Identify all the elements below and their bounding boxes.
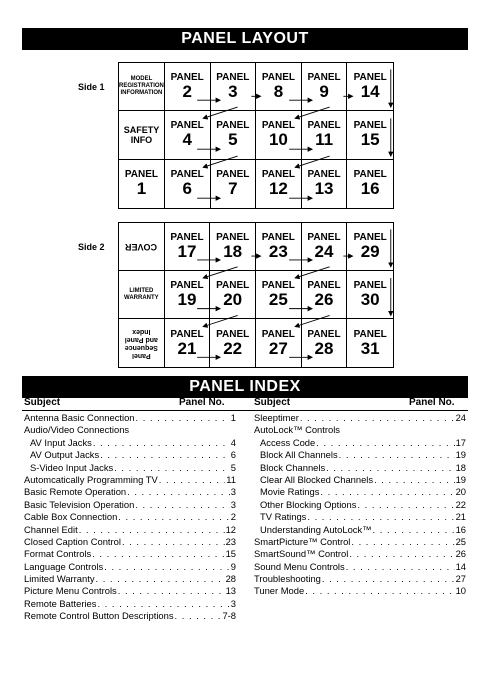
panel-6-cell (165, 160, 211, 208)
dot-leader (316, 437, 454, 449)
panel-word: PANEL (353, 328, 387, 340)
panel-number: 10 (268, 130, 288, 150)
index-entry (24, 486, 236, 498)
panel-word: PANEL (170, 328, 204, 340)
cover-panel-text: COVER (125, 241, 158, 252)
right-subject-header: Subject (254, 397, 291, 408)
panel-28-cell (302, 319, 348, 367)
panel-number: 18 (223, 242, 243, 261)
index-entry-subject: TV Ratings (260, 511, 307, 523)
index-entry (254, 499, 466, 511)
index-entry (24, 449, 236, 461)
index-entry-subject: Clear All Blocked Channels (260, 473, 374, 485)
dot-leader (373, 524, 455, 536)
left-subject-header: Subject (24, 397, 61, 408)
panel-13-cell (302, 160, 348, 208)
panel-word: PANEL (261, 169, 296, 181)
index-entry (24, 598, 236, 610)
panel-word: PANEL (216, 72, 250, 84)
index-entry-subject: Block All Channels (260, 449, 338, 461)
index-entry-subject: Block Channels (260, 461, 326, 473)
index-entry-panel-number: 5 (230, 461, 236, 473)
panel-22-cell (210, 319, 256, 367)
panel-word: PANEL (261, 280, 295, 291)
index-entry-panel-number: 3 (230, 486, 236, 498)
index-entry (254, 536, 466, 548)
index-entry-subject: Audio/Video Connections (24, 424, 130, 436)
index-entry (254, 437, 466, 449)
panel-number: 24 (314, 242, 334, 261)
side-2-label: Side 2 (78, 242, 105, 252)
panel-5-cell (211, 111, 257, 159)
panel-29-cell (347, 223, 393, 271)
index-entry-subject: Channel Edit (24, 523, 78, 535)
panel-number: 16 (360, 179, 380, 199)
dot-leader (326, 462, 454, 474)
dot-leader (300, 412, 455, 424)
index-entry-panel-number: 25 (455, 535, 466, 547)
index-entry-subject: Antenna Basic Connection (24, 412, 135, 423)
dot-leader (135, 499, 229, 511)
index-entry-panel-number: 13 (225, 585, 236, 597)
panel-number: 19 (177, 290, 197, 309)
dot-leader (320, 486, 454, 498)
index-header-rule (22, 410, 468, 411)
index-entry-panel-number: 20 (455, 486, 466, 498)
panel-14-cell (347, 63, 393, 111)
panel-word: PANEL (307, 169, 341, 181)
panel-9-cell (302, 63, 348, 111)
right-panel-no-header: Panel No. (409, 397, 455, 408)
index-entry-panel-number: 28 (225, 573, 236, 585)
index-entry (24, 548, 236, 560)
index-entry-panel-number: 7-8 (222, 610, 236, 622)
dot-leader (351, 536, 454, 548)
index-entry-subject: Format Controls (24, 548, 92, 560)
index-entry-subject: Remote Control Button Descriptions (24, 610, 174, 622)
warranty-panel-cell (119, 271, 165, 319)
index-entry-panel-number: 14 (455, 560, 466, 572)
dot-leader (136, 412, 230, 424)
panel-number: 20 (223, 290, 243, 309)
index-entry (24, 585, 236, 597)
dot-leader (118, 511, 229, 523)
side-1-label: Side 1 (78, 82, 105, 92)
index-entry-panel-number: 19 (455, 473, 466, 485)
panel-number: 15 (360, 130, 380, 150)
index-entry-subject: SmartPicture™ Control (254, 535, 351, 547)
dot-leader (307, 511, 454, 523)
dot-leader (357, 499, 454, 511)
panel-3-cell (211, 63, 257, 111)
panel-16-cell (347, 160, 393, 208)
panel-number: 17 (177, 242, 197, 261)
panel-number: 30 (360, 290, 380, 309)
dot-leader (93, 437, 230, 449)
index-entry-subject: Movie Ratings (260, 486, 320, 498)
index-entry-subject: Limited Warranty (24, 573, 95, 585)
panel-number: 6 (182, 179, 192, 199)
dot-leader (100, 449, 230, 461)
sequence-index-panel-text: Panel Sequence and Panel Index (124, 328, 158, 359)
index-entry-subject: Basic Television Operation (24, 498, 135, 510)
index-entry (24, 437, 236, 449)
panel-21-cell (165, 319, 211, 367)
panel-number: 1 (136, 179, 147, 199)
panel-12-cell (256, 160, 302, 208)
index-entry-panel-number: 3 (230, 597, 236, 609)
panel-number: 27 (268, 338, 288, 358)
index-entry-subject: S-Video Input Jacks (30, 461, 114, 473)
dot-leader (104, 561, 230, 573)
index-entry (254, 449, 466, 461)
panel-layout-title: PANEL LAYOUT (22, 28, 468, 50)
panel-number: 9 (319, 82, 329, 102)
panel-word: PANEL (261, 232, 295, 243)
index-entry-subject: Sleeptimer (254, 412, 299, 423)
panel-word: PANEL (216, 328, 250, 340)
index-entry-panel-number: 26 (455, 548, 466, 560)
index-entry-subject: Tuner Mode (254, 585, 305, 597)
panel-number: 5 (228, 130, 238, 150)
index-entry-panel-number: 16 (455, 523, 466, 535)
index-entry-subject: AV Input Jacks (30, 436, 92, 448)
panel-19-cell (165, 271, 211, 319)
panel-index-title: PANEL INDEX (22, 376, 468, 398)
dot-leader (305, 585, 454, 597)
panel-26-cell (302, 271, 348, 319)
index-entry-panel-number: 4 (230, 436, 236, 448)
info-panel-text: SAFETY INFO (123, 124, 160, 145)
dot-leader (374, 474, 454, 486)
index-entry-panel-number: 15 (225, 548, 236, 560)
dot-leader (79, 524, 225, 536)
panel-number: 22 (223, 338, 243, 358)
index-entry-panel-number: 6 (230, 449, 236, 461)
panel-number: 25 (268, 290, 288, 309)
side-1-panel-grid (118, 62, 394, 209)
index-entry-panel-number: 18 (455, 461, 466, 473)
index-entry-subject: Language Controls (24, 560, 104, 572)
index-entry (24, 462, 236, 474)
panel-word: PANEL (307, 120, 341, 132)
index-entry-panel-number: 19 (455, 449, 466, 461)
panel-word: PANEL (216, 169, 250, 181)
index-entry-subject: Troubleshooting (254, 573, 321, 585)
index-entry-panel-number: 9 (230, 560, 236, 572)
panel-word: PANEL (216, 280, 250, 291)
panel-word: PANEL (353, 72, 387, 84)
panel-number: 11 (315, 130, 334, 150)
index-entry-panel-number: 1 (230, 412, 236, 423)
index-entry (24, 536, 236, 548)
panel-word: PANEL (307, 328, 341, 340)
panel-8-cell (256, 63, 302, 111)
info-panel-text: MODEL REGISTRATION INFORMATION (119, 76, 164, 97)
dot-leader (175, 610, 222, 622)
panel-word: PANEL (307, 280, 341, 291)
panel-number: 13 (314, 179, 334, 199)
index-entry-panel-number: 17 (455, 436, 466, 448)
panel-word: PANEL (261, 328, 295, 340)
dot-leader (114, 462, 230, 474)
panel-4-cell (165, 111, 211, 159)
dot-leader (127, 486, 230, 498)
index-entry (24, 499, 236, 511)
index-entry-subject: Picture Menu Controls (24, 585, 117, 597)
index-entry-subject: Other Blocking Options (260, 498, 357, 510)
left-panel-no-header: Panel No. (179, 397, 225, 408)
panel-word: PANEL (124, 169, 159, 181)
index-entry (24, 424, 236, 436)
panel-27-cell (256, 319, 302, 367)
index-entry-subject: Understanding AutoLock™ (260, 523, 372, 535)
index-entry-subject: Closed Caption Control (24, 535, 121, 547)
panel-2-cell (165, 63, 211, 111)
index-entry (24, 610, 236, 622)
index-entry-panel-number: 22 (455, 498, 466, 510)
panel-1-cell (119, 160, 165, 208)
dot-leader (349, 548, 454, 560)
index-entry (254, 561, 466, 573)
panel-word: PANEL (353, 232, 387, 243)
info-panel-cell (119, 111, 165, 159)
panel-word: PANEL (170, 232, 204, 243)
index-entry (254, 548, 466, 560)
index-entry (24, 412, 236, 424)
panel-20-cell (210, 271, 256, 319)
info-panel-cell (119, 63, 165, 111)
side-2-panel-grid (118, 222, 394, 368)
index-entry (24, 524, 236, 536)
index-entry (254, 412, 466, 424)
panel-number: 3 (228, 82, 238, 102)
index-entry-panel-number: 3 (230, 498, 236, 510)
panel-word: PANEL (170, 169, 204, 181)
dot-leader (97, 598, 229, 610)
panel-number: 31 (360, 338, 380, 358)
panel-31-cell (347, 319, 393, 367)
panel-word: PANEL (216, 120, 250, 132)
panel-word: PANEL (307, 232, 341, 243)
panel-number: 4 (182, 130, 192, 150)
index-entry (24, 511, 236, 523)
panel-word: PANEL (170, 120, 204, 132)
panel-word: PANEL (353, 169, 387, 181)
index-entry-panel-number: 11 (226, 473, 236, 485)
index-entry (254, 585, 466, 597)
panel-number: 23 (268, 242, 288, 261)
index-right-column (254, 412, 466, 598)
panel-word: PANEL (216, 232, 250, 243)
cover-panel-cell (119, 223, 165, 271)
index-entry-panel-number: 10 (455, 585, 466, 597)
panel-number: 21 (177, 338, 197, 358)
panel-word: PANEL (261, 120, 296, 132)
panel-word: PANEL (307, 72, 341, 84)
panel-word: PANEL (170, 72, 204, 84)
panel-word: PANEL (261, 72, 296, 84)
panel-number: 14 (360, 82, 380, 102)
panel-number: 2 (182, 82, 192, 102)
dot-leader (346, 561, 455, 573)
index-entry (254, 424, 466, 436)
panel-number: 7 (228, 179, 238, 199)
index-entry-panel-number: 23 (225, 535, 236, 547)
index-left-column (24, 412, 236, 623)
index-entry (254, 462, 466, 474)
dot-leader (118, 585, 225, 597)
panel-15-cell (347, 111, 393, 159)
panel-word: PANEL (170, 280, 204, 291)
index-entry-subject: AutoLock™ Controls (254, 424, 340, 436)
panel-18-cell (210, 223, 256, 271)
index-entry (24, 474, 236, 486)
panel-7-cell (211, 160, 257, 208)
panel-word: PANEL (353, 280, 387, 291)
index-entry (254, 486, 466, 498)
sequence-index-panel-cell (119, 319, 165, 367)
index-entry-panel-number: 24 (455, 412, 466, 423)
index-entry-subject: Access Code (260, 436, 316, 448)
panel-30-cell (347, 271, 393, 319)
index-entry-subject: Automcatically Programming TV (24, 473, 158, 485)
panel-24-cell (302, 223, 348, 271)
panel-number: 29 (360, 242, 380, 261)
dot-leader (96, 573, 225, 585)
index-entry-panel-number: 21 (455, 511, 466, 523)
index-entry (254, 511, 466, 523)
panel-number: 26 (314, 290, 334, 309)
index-entry-panel-number: 2 (230, 511, 236, 523)
index-entry (24, 573, 236, 585)
index-entry-subject: Sound Menu Controls (254, 560, 345, 572)
panel-11-cell (302, 111, 348, 159)
dot-leader (159, 474, 226, 486)
panel-17-cell (165, 223, 211, 271)
index-entry-subject: Remote Batteries (24, 597, 97, 609)
index-entry (254, 474, 466, 486)
index-entry (254, 524, 466, 536)
panel-25-cell (256, 271, 302, 319)
panel-number: 12 (268, 179, 288, 199)
panel-number: 8 (273, 82, 284, 102)
index-entry (254, 573, 466, 585)
index-entry-subject: Cable Box Connection (24, 511, 118, 523)
index-entry-subject: AV Output Jacks (30, 449, 100, 461)
dot-leader (92, 548, 224, 560)
panel-number: 28 (314, 338, 334, 358)
panel-23-cell (256, 223, 302, 271)
panel-word: PANEL (353, 120, 387, 132)
warranty-panel-text: LIMITED WARRANTY (123, 287, 159, 301)
dot-leader (122, 536, 225, 548)
index-entry-panel-number: 12 (225, 523, 236, 535)
panel-10-cell (256, 111, 302, 159)
index-entry (24, 561, 236, 573)
index-entry-subject: Basic Remote Operation (24, 486, 127, 498)
index-entry-panel-number: 27 (455, 573, 466, 585)
dot-leader (339, 449, 455, 461)
dot-leader (322, 573, 455, 585)
index-entry-subject: SmartSound™ Control (254, 548, 349, 560)
